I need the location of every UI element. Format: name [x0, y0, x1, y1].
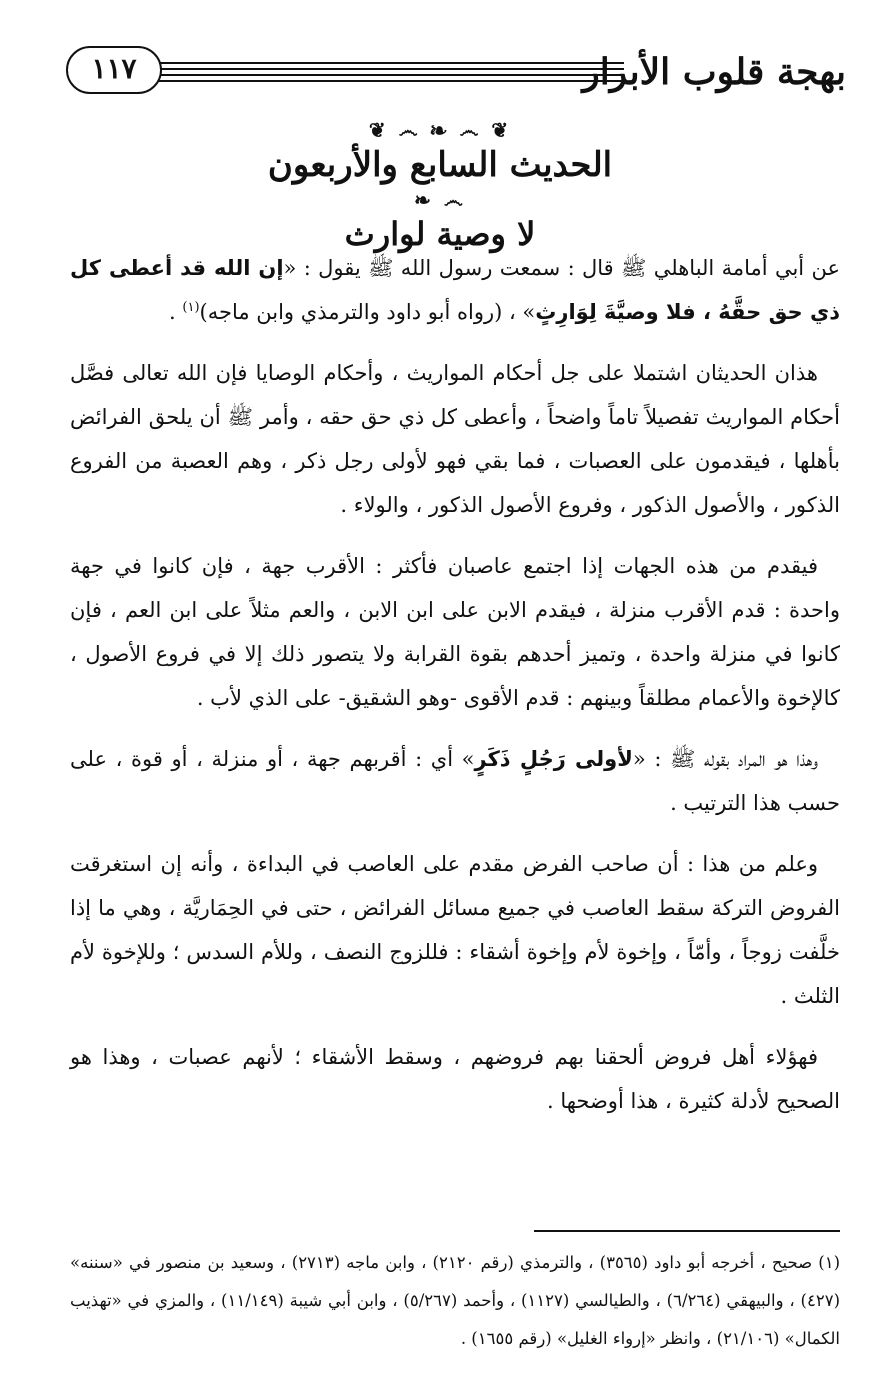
subtitle-ornament-icon: ෴ ❧ [414, 188, 466, 212]
hadith-text: إن الله قد أعطى كل ذي حق حقَّهُ ، فلا وصيَّةَ لِوَارِثٍ [70, 256, 840, 324]
title-ornament-icon: ❦ ෴ ❧ ෴ ❦ [368, 118, 512, 142]
hadith-source: » ، (رواه أبو داود والترمذي وابن ماجه) [199, 300, 536, 324]
footnote-divider [534, 1230, 840, 1232]
chapter-subheading: لا وصية لوارث [344, 215, 536, 253]
commentary-paragraph-3 [70, 737, 840, 825]
footnote-ref: (١) [182, 300, 200, 315]
book-title: بهجة قلوب الأبرار [582, 51, 846, 93]
quoted-hadith: لأولى رَجُلٍ ذَكَرٍ [474, 747, 633, 771]
header-rule [154, 62, 624, 82]
chapter-title [190, 118, 690, 256]
commentary-paragraph-4: وعلم من هذا : أن صاحب الفرض مقدم على العاصب في البداءة ، وأنه إن استغرقت الفروض التركة سقط العاصب في جميع مسائل الفرائض ، حتى في الحِمَاريَّة ، وهي ما إذا خلَّفت زوجاً ، وأمّاً ، وإخوة لأم وإخوة أشقاء : فللزوج النصف ، وللأم السدس ؛ وللإخوة لأم الثلث . [70, 852, 840, 1008]
footnotes [70, 1244, 840, 1358]
quote-explanation: » أي : أقربهم جهة ، أو منزلة ، أو قوة ، على حسب هذا الترتيب . [70, 747, 840, 815]
quote-intro: وهذا هو المراد بقوله ﷺ : « [632, 747, 818, 771]
page-number: ١١٧ [66, 46, 162, 94]
commentary-paragraph-5: فهؤلاء أهل فروض ألحقنا بهم فروضهم ، وسقط الأشقاء ؛ لأنهم عصبات ، وهذا هو الصحيح لأدلة كثيرة ، هذا أوضحها . [70, 1045, 840, 1113]
hadith-end: . [169, 300, 183, 324]
running-header [66, 42, 846, 102]
commentary-paragraph-1: هذان الحديثان اشتملا على جل أحكام المواريث ، وأحكام الوصايا فإن الله تعالى فصَّل أحكام المواريث تفصيلاً تاماً واضحاً ، وأعطى كل ذي حق حقه ، وأمر ﷺ أن يلحق الفرائض بأهلها ، فيقدمون على العصبات ، فما بقي فهو لأولى رجل ذكر ، وهم العصبة من الفروع الذكور ، والأصول الذكور ، وفروع الأصول الذكور ، والولاء . [70, 361, 840, 517]
footnote-1: (١) صحيح ، أخرجه أبو داود (٣٥٦٥) ، والترمذي (رقم ٢١٢٠) ، وابن ماجه (٢٧١٣) ، وسعيد بن منصور في «سننه» (٤٢٧) ، والبيهقي (٦/٢٦٤) ، والطيالسي (١١٢٧) ، وأحمد (٥/٢٦٧) ، وابن أبي شيبة (١١/١٤٩) ، والمزي في «تهذيب الكمال» (٢١/١٠٦) ، وانظر «إرواء الغليل» (رقم ١٦٥٥) . [70, 1253, 841, 1348]
commentary-paragraph-2: فيقدم من هذه الجهات إذا اجتمع عاصبان فأكثر : الأقرب جهة ، فإن كانوا في جهة واحدة : قدم الأقرب منزلة ، فيقدم الابن على ابن الابن ، والعم مثلاً على ابن العم ، فإن كانوا في منزلة واحدة ، وتميز أحدهم بقوة القرابة ولا يتصور ذلك إلا في فروع الأصول ، كالإخوة والأعمام مطلقاً وبينهم : قدم الأقوى -وهو الشقيق- على الذي لأب . [70, 554, 840, 710]
hadith-intro: عن أبي أمامة الباهلي ﷺ قال : سمعت رسول الله ﷺ يقول : « [283, 256, 840, 280]
chapter-heading: الحديث السابع والأربعون [267, 145, 613, 185]
hadith-paragraph [70, 246, 840, 334]
main-text [70, 246, 840, 1140]
